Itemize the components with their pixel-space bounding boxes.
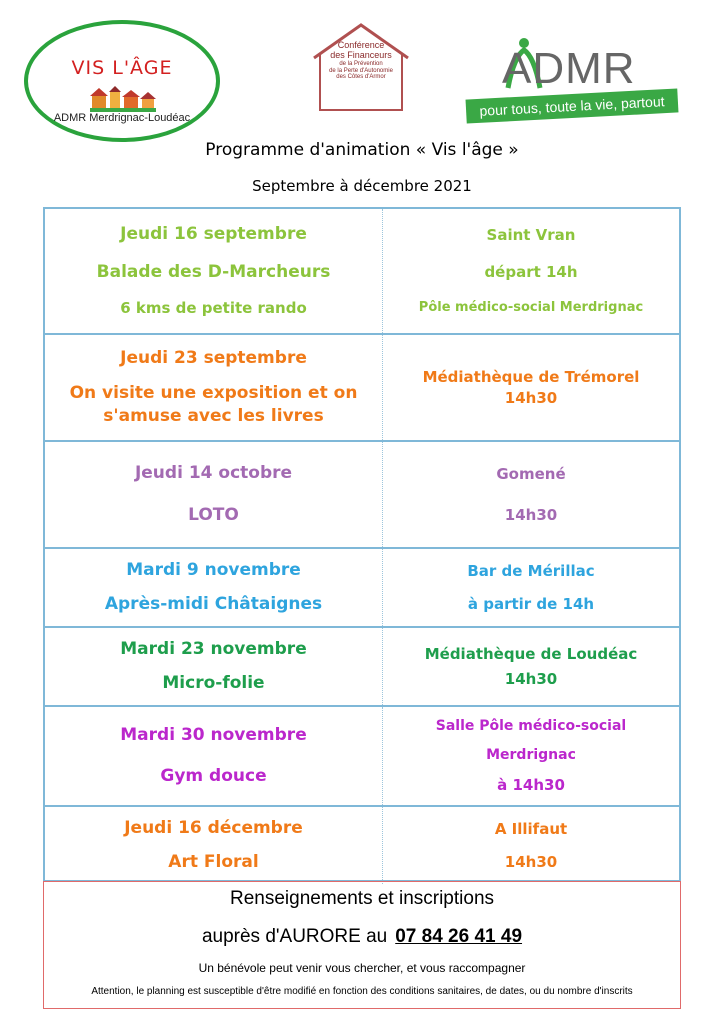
event-time: 14h30: [504, 388, 558, 407]
event-2-place: [382, 335, 679, 440]
event-activity: Micro-folie: [162, 672, 265, 693]
event-2-details: [45, 335, 382, 440]
event-row-4: [45, 549, 679, 628]
event-1-place: [382, 209, 679, 333]
admr-logo: [462, 36, 682, 126]
event-activity: Gym douce: [160, 765, 267, 786]
event-row-5: [45, 628, 679, 707]
event-time: à partir de 14h: [467, 594, 595, 613]
event-activity: Balade des D-Marcheurs: [96, 261, 331, 282]
registration-info-box: [43, 881, 681, 1009]
registration-contact: [44, 926, 680, 948]
event-row-2: [45, 335, 679, 442]
event-time: 14h30: [504, 852, 558, 871]
event-time: 14h30: [504, 669, 558, 688]
event-place: Bar de Mérillac: [467, 562, 595, 581]
event-date: Mardi 23 novembre: [120, 639, 307, 660]
event-3-details: [45, 442, 382, 547]
event-row-1: [45, 209, 679, 335]
program-table: [43, 207, 681, 882]
event-row-6: [45, 707, 679, 807]
conf-line-2: des Financeurs: [330, 50, 392, 61]
event-date: Jeudi 16 décembre: [124, 818, 303, 839]
event-3-place: [382, 442, 679, 547]
event-place: Médiathèque de Trémorel: [422, 368, 640, 387]
planning-disclaimer: Attention, le planning est susceptible d'être modifié en fonction des conditions sanitaires, de dates, ou du nombre d'inscrits: [91, 986, 633, 997]
event-place-city: Merdrignac: [486, 746, 576, 763]
event-date: Mardi 30 novembre: [120, 725, 307, 746]
vis-lage-logo: [24, 20, 220, 142]
event-date: Jeudi 23 septembre: [120, 348, 307, 369]
event-place: Médiathèque de Loudéac: [424, 645, 638, 664]
conf-line-1: Conférence: [337, 40, 385, 50]
event-5-place: [382, 628, 679, 705]
conference-financeurs-logo: [306, 22, 416, 114]
event-row-3: [45, 442, 679, 549]
event-activity-line-2: s'amuse avec les livres: [103, 405, 324, 426]
contact-phone-number[interactable]: 07 84 26 41 49: [395, 926, 523, 947]
event-4-details: [45, 549, 382, 626]
event-activity: On visite une exposition et on: [69, 383, 358, 404]
event-time: départ 14h: [484, 263, 578, 282]
event-activity: Après-midi Châtaignes: [104, 593, 323, 614]
event-activity-detail: 6 kms de petite rando: [120, 299, 307, 318]
event-place-detail: Pôle médico-social Merdrignac: [418, 299, 644, 315]
event-time: à 14h30: [497, 775, 565, 794]
event-time: 14h30: [504, 506, 558, 525]
event-place: A Illifaut: [494, 820, 568, 839]
event-activity: LOTO: [188, 505, 239, 526]
event-7-details: [45, 807, 382, 884]
conf-line-5: des Côtes d'Armor: [336, 74, 386, 81]
vis-lage-subtitle: ADMR Merdrignac-Loudéac: [53, 112, 191, 124]
event-7-place: [382, 807, 679, 884]
event-date: Mardi 9 novembre: [126, 560, 301, 581]
event-6-place: [382, 707, 679, 805]
event-6-details: [45, 707, 382, 805]
event-date: Jeudi 14 octobre: [134, 462, 293, 483]
event-5-details: [45, 628, 382, 705]
registration-heading: Renseignements et inscriptions: [229, 888, 495, 909]
volunteer-note: Un bénévole peut venir vous chercher, et vous raccompagner: [198, 961, 526, 975]
event-activity: Art Floral: [168, 851, 259, 872]
admr-tagline: pour tous, toute la vie, partout: [466, 88, 679, 123]
conf-line-3: de la Prévention: [339, 60, 383, 67]
event-row-7: [45, 807, 679, 884]
conf-line-4: de la Perte d'Autonomie: [329, 67, 393, 74]
event-1-details: [45, 209, 382, 333]
page-subtitle: Septembre à décembre 2021: [252, 177, 472, 195]
event-place: Gomené: [496, 464, 566, 483]
vis-lage-brand: VIS L'ÂGE: [71, 57, 173, 79]
page-title: Programme d'animation « Vis l'âge »: [205, 140, 519, 160]
contact-label: auprès d'AURORE au: [201, 926, 388, 947]
admr-wordmark: ADMR: [502, 44, 636, 93]
event-place: Saint Vran: [486, 226, 576, 245]
event-4-place: [382, 549, 679, 626]
event-place: Salle Pôle médico-social: [435, 717, 627, 734]
village-icon: [90, 86, 156, 112]
event-date: Jeudi 16 septembre: [120, 224, 307, 245]
